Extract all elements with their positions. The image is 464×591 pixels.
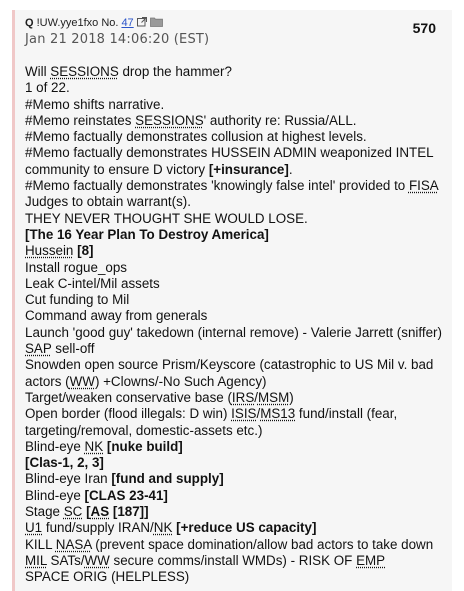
text-segment: (prevent space domination/allow bad actors to take down	[91, 536, 434, 552]
post-line	[25, 308, 442, 324]
text-segment: Blind-eye Iran	[25, 471, 112, 487]
text-segment: drop the hammer?	[118, 64, 232, 79]
post-line	[25, 64, 442, 80]
post-no-link[interactable]: 47	[121, 17, 134, 29]
text-segment: Target/weaken conservative base (	[25, 389, 232, 405]
text-segment: .	[288, 161, 293, 177]
bold-text: [nuke build]	[106, 438, 183, 454]
abbr-text: MS13	[260, 406, 296, 422]
text-segment: ) +Clowns/-No Such Agency)	[94, 373, 267, 389]
abbr-text: WW	[69, 373, 95, 389]
text-segment: Open border (flood illegals: D win)	[25, 406, 232, 422]
text-segment: sell-off	[51, 341, 95, 357]
external-link-icon[interactable]	[137, 17, 147, 30]
post-line	[25, 341, 442, 357]
abbr-text: EMP	[356, 552, 386, 568]
text-segment: secure comms/install WMDs) - RISK OF	[109, 552, 357, 568]
post-line	[25, 325, 442, 341]
post-body	[15, 56, 452, 586]
bold-text: [8]	[77, 243, 94, 259]
bold-text: [fund and supply]	[111, 471, 224, 487]
bold-text: [CLAS 23-41]	[84, 487, 168, 503]
post-container	[12, 10, 452, 591]
post-line	[25, 129, 442, 145]
abbr-text: IRS	[231, 389, 255, 405]
abbr-text: SC	[63, 504, 83, 520]
bold-text: [187]]	[109, 504, 149, 520]
text-segment: Judges to obtain warrant(s).	[25, 194, 191, 210]
text-segment: THEY NEVER THOUGHT SHE WOULD LOSE.	[25, 210, 308, 226]
author-name: Q	[25, 17, 34, 29]
abbr-text: Hussein	[25, 243, 74, 259]
text-segment: #Memo shifts narrative.	[25, 96, 165, 112]
post-line	[25, 455, 442, 471]
abbr-text: MIL	[25, 552, 47, 568]
post-line	[25, 357, 442, 390]
post-line	[25, 569, 442, 585]
text-segment: fund/install (fear, targeting/removal, domestic-assets etc.)	[25, 406, 398, 438]
post-line	[25, 243, 442, 259]
post-line	[25, 406, 442, 439]
text-segment: Install rogue_ops	[25, 259, 127, 275]
post-line	[25, 520, 442, 536]
abbr-text: NK	[84, 438, 104, 454]
post-author	[25, 16, 442, 30]
abbr-text: AS	[90, 504, 110, 520]
abbr-text: SAP	[25, 341, 52, 357]
text-segment: Launch 'good guy' takedown (internal remove) - Valerie Jarrett (sniffer)	[25, 324, 442, 340]
text-segment: Stage	[25, 504, 64, 520]
text-segment: SATs/	[46, 552, 85, 568]
post-line	[25, 227, 442, 243]
post-no-label: No.	[101, 17, 119, 29]
abbr-text: SESSIONS	[50, 64, 119, 79]
post-line	[25, 80, 442, 96]
text-segment: Command away from generals	[25, 308, 208, 324]
text-segment: KILL	[25, 536, 56, 552]
text-segment: #Memo reinstates	[25, 112, 136, 128]
text-segment: /	[254, 389, 258, 405]
post-line	[25, 471, 442, 487]
abbr-text: MSM	[257, 389, 290, 405]
text-segment: Will	[25, 64, 51, 79]
abbr-text: FISA	[408, 178, 438, 194]
text-segment: #Memo factually demonstrates 'knowingly false intel' provided to	[25, 178, 409, 194]
post-line	[25, 260, 442, 276]
post-header	[15, 10, 452, 56]
post-line	[25, 178, 442, 211]
bold-text: [Clas-1, 2, 3]	[25, 455, 104, 471]
post-date: Jan 21 2018 14:06:20 (EST)	[25, 32, 210, 47]
bold-text: [The 16 Year Plan To Destroy America]	[25, 226, 269, 242]
text-segment: /	[256, 406, 261, 422]
post-line	[25, 113, 442, 129]
text-segment: )	[289, 389, 294, 405]
post-line	[25, 537, 442, 570]
abbr-text: U1	[25, 520, 43, 536]
text-segment: ' authority re: Russia/ALL.	[203, 112, 357, 128]
text-segment: #Memo factually demonstrates collusion at highest levels.	[25, 129, 367, 145]
post-line	[25, 97, 442, 113]
post-line	[25, 439, 442, 455]
post-line	[25, 211, 442, 227]
post-line	[25, 390, 442, 406]
abbr-text: ISIS	[231, 406, 257, 422]
post-line	[25, 504, 442, 520]
text-segment: #Memo factually demonstrates HUSSEIN ADMIN weaponized INTEL community to ensure D victory	[25, 145, 434, 177]
post-line	[25, 145, 442, 178]
text-segment: Blind-eye	[25, 487, 85, 503]
post-number: 570	[412, 20, 436, 36]
folder-icon[interactable]	[150, 16, 163, 30]
post-line	[25, 488, 442, 504]
post-line	[25, 292, 442, 308]
bold-text: [+reduce US capacity]	[176, 520, 317, 536]
text-segment: SPACE ORIG (HELPLESS)	[25, 569, 190, 585]
post-line	[25, 276, 442, 292]
tripcode: !UW.yye1fxo	[36, 17, 99, 29]
abbr-text: NASA	[55, 536, 92, 552]
abbr-text: WW	[84, 552, 110, 568]
bold-text: [+insurance]	[208, 161, 289, 177]
text-segment: Blind-eye	[25, 438, 85, 454]
abbr-text: NK	[153, 520, 173, 536]
text-segment: fund/supply IRAN/	[42, 520, 154, 536]
text-segment: Leak C-intel/Mil assets	[25, 275, 160, 291]
text-segment: Cut funding to Mil	[25, 292, 130, 308]
text-segment: 1 of 22.	[25, 80, 70, 96]
text-segment: Snowden open source Prism/Keyscore (catastrophic to US Mil v. bad actors (	[25, 357, 434, 389]
bold-text: [	[86, 504, 91, 520]
abbr-text: SESSIONS	[135, 112, 204, 128]
